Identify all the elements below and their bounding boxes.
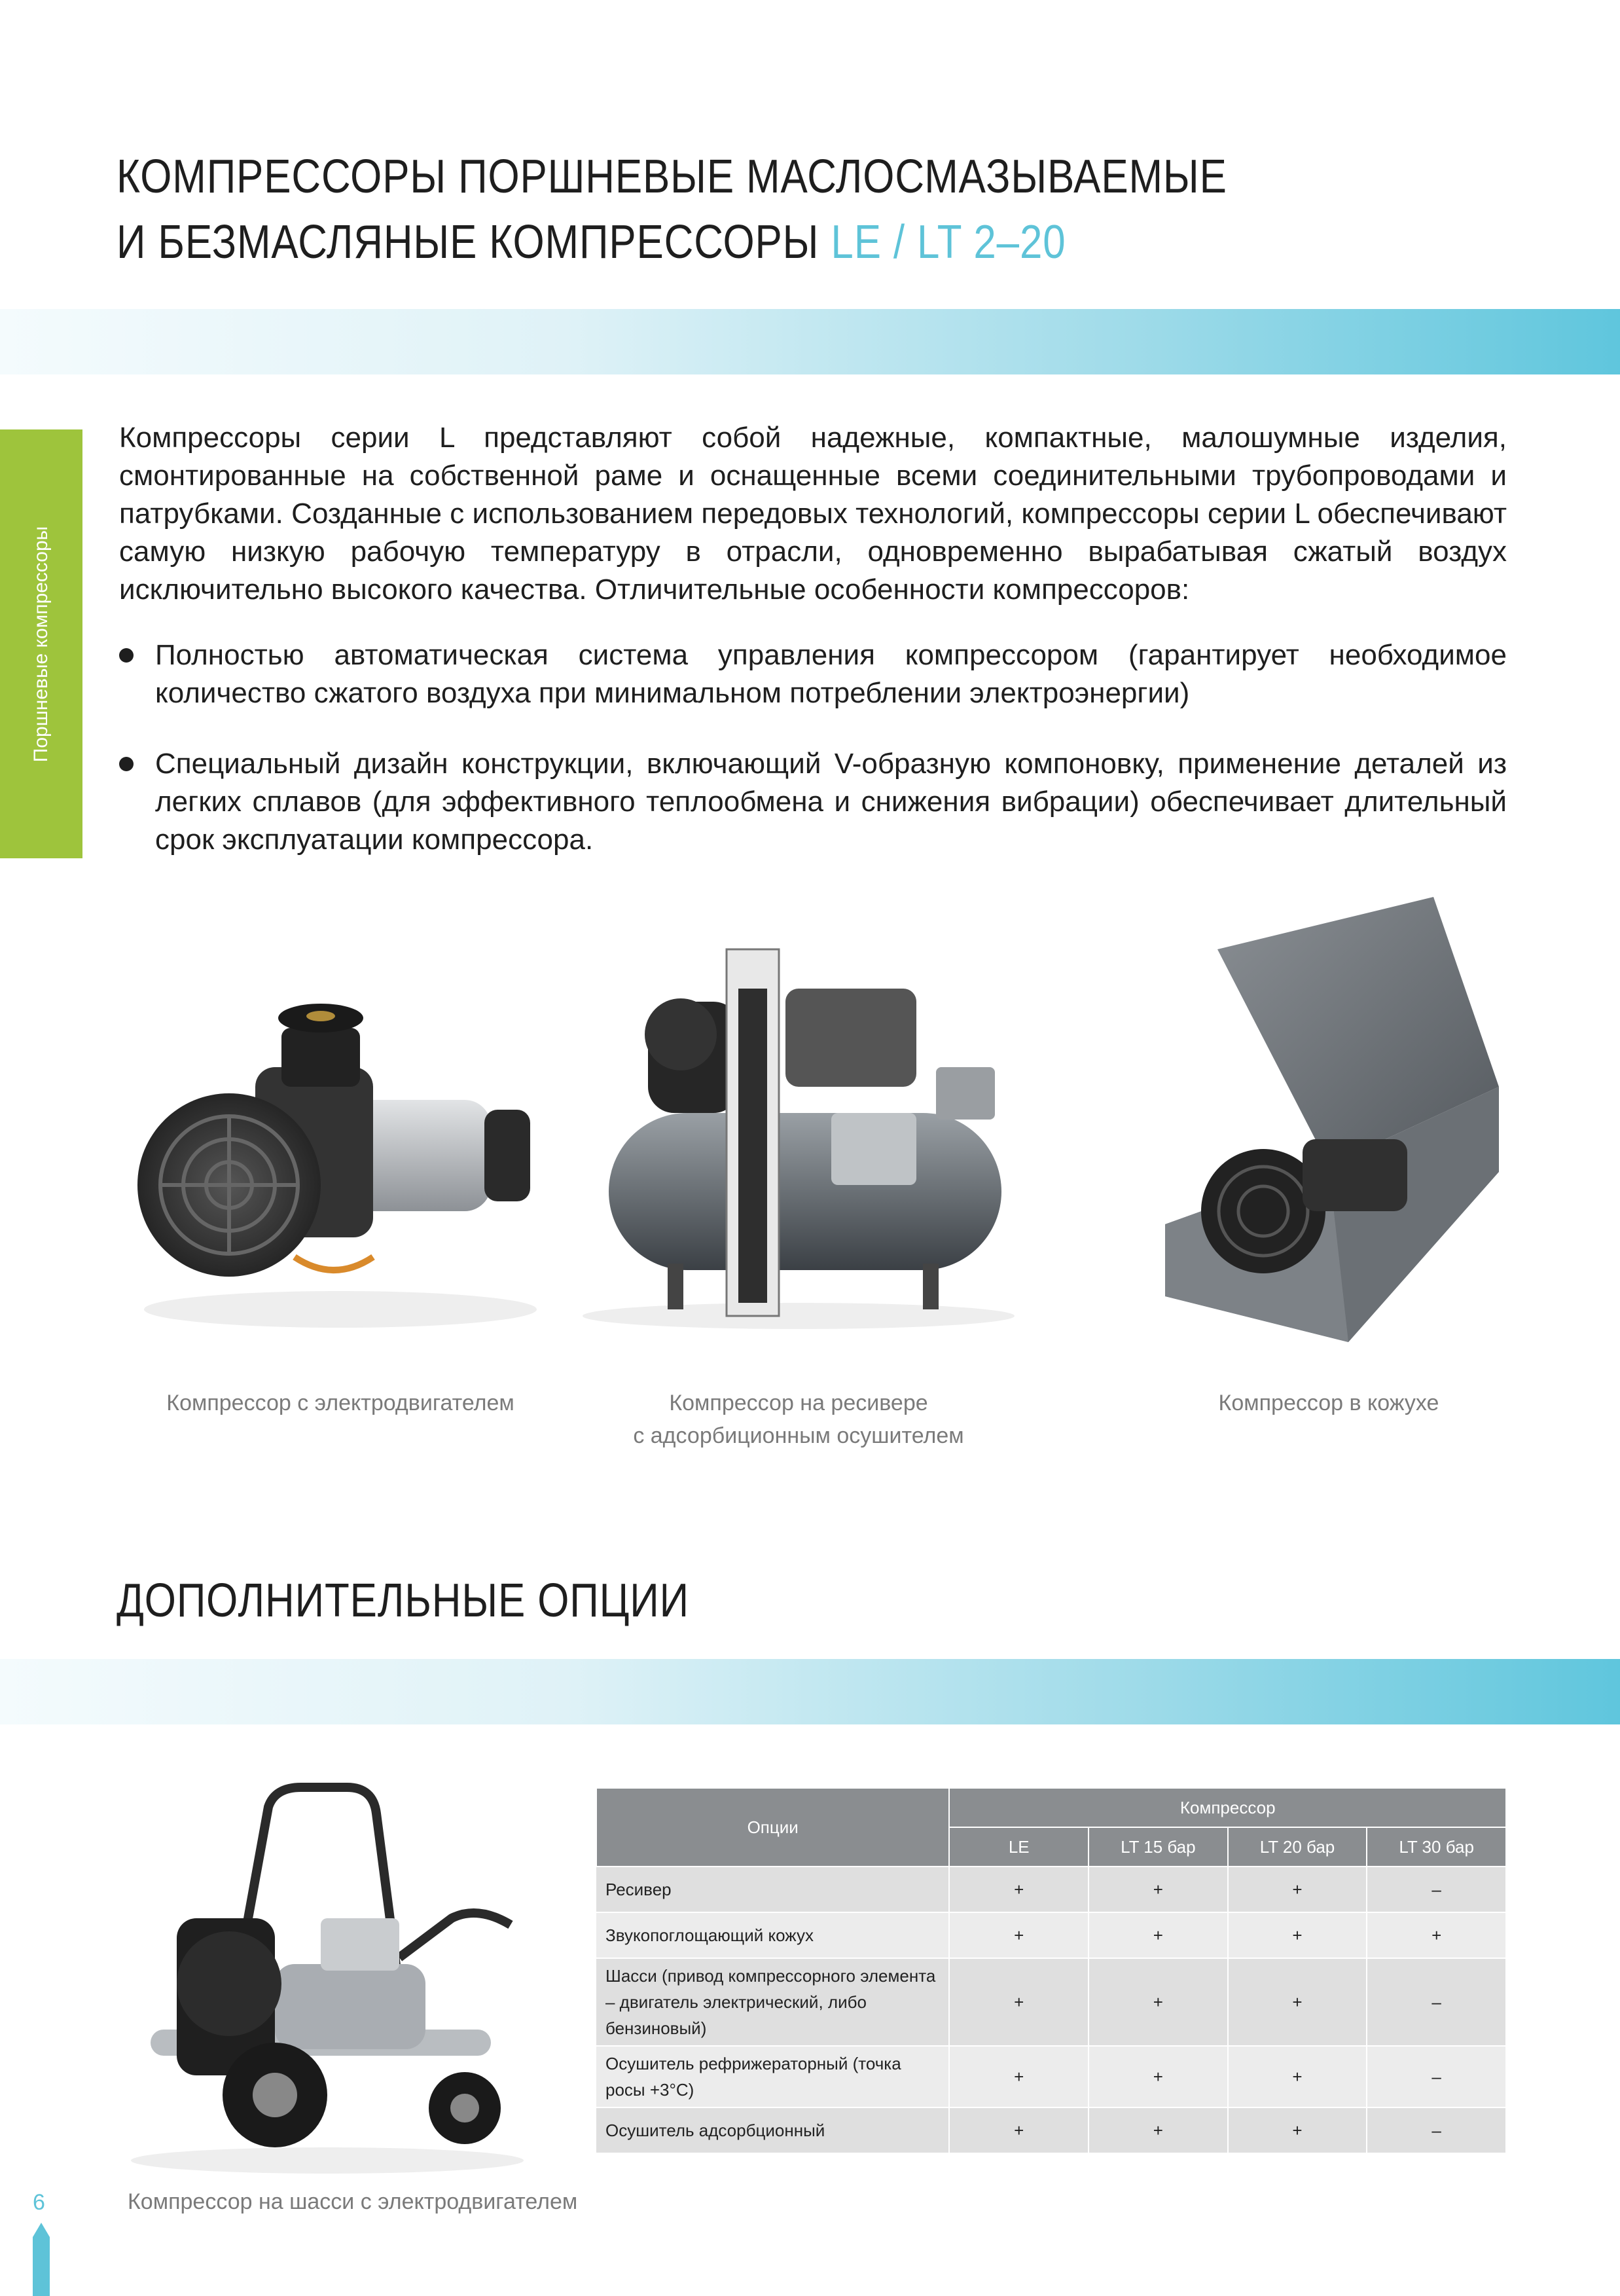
option-value: – [1367,2046,1506,2107]
table-header-model: LE [949,1827,1089,1867]
page-title-model-range: LE / LT 2–20 [831,216,1066,268]
page-marker [33,2223,50,2296]
option-value: + [1228,2046,1367,2107]
table-row [596,2046,1506,2107]
option-value: + [1089,1867,1228,1912]
option-value: + [949,1958,1089,2046]
option-value: + [1228,2107,1367,2153]
bullet-dot [119,757,134,771]
caption-compressor-in-enclosure: Компрессор в кожухе [1218,1391,1439,1415]
option-label: Осушитель адсорбционный [596,2107,949,2153]
bullet-text: Специальный дизайн конструкции, включающий V-образную компоновку, применение деталей из легких сплавов (для эффективного теплообмена и снижения вибрации) обеспечивает длительный срок эксплуатации компрессора. [155,748,1507,856]
option-label: Шасси (привод компрессорного элемента – двигатель электрический, либо бензиновый) [596,1958,949,2046]
table-row [596,2107,1506,2153]
caption-compressor-on-chassis: Компрессор на шасси с электродвигателем [128,2189,578,2214]
option-label: Ресивер [596,1867,949,1912]
option-value: – [1367,2107,1506,2153]
option-value: + [1367,1912,1506,1958]
caption-compressor-with-motor: Компрессор с электродвигателем [166,1391,514,1415]
compressor-on-receiver-photo [569,910,1028,1336]
option-value: + [1089,2107,1228,2153]
option-value: + [1228,1958,1367,2046]
section-side-tab [0,429,82,858]
feature-bullet-1 [119,636,1507,712]
compressor-on-chassis-photo [111,1768,556,2180]
table-header-model: LT 15 бар [1089,1827,1228,1867]
caption-compressor-on-receiver-line2: с адсорбиционным осушителем [633,1423,964,1448]
table-header-model: LT 30 бар [1367,1827,1506,1867]
option-value: + [1089,2046,1228,2107]
option-value: + [1228,1912,1367,1958]
option-value: – [1367,1867,1506,1912]
option-value: + [949,1912,1089,1958]
bullet-text: Полностью автоматическая система управления компрессором (гарантирует необходимое количество сжатого воздуха при минимальном потреблении электроэнергии) [155,639,1507,709]
table-header-model: LT 20 бар [1228,1827,1367,1867]
page-number: 6 [33,2190,45,2215]
option-value: + [1089,1958,1228,2046]
table-row [596,1958,1506,2046]
option-value: + [949,2046,1089,2107]
options-gradient-band [0,1659,1620,1724]
compressor-in-enclosure-photo [1145,890,1512,1349]
option-label: Осушитель рефрижераторный (точка росы +3°С) [596,2046,949,2107]
intro-paragraph: Компрессоры серии L представляют собой надежные, компактные, малошумные изделия, смонтированные на собственной раме и оснащенные всеми соединительными трубопроводами и патрубками. Созданные с использованием передовых технологий, компрессоры серии L обеспечивают самую низкую рабочую температуру в отрасли, одновременно вырабатывая сжатый воздух исключительно высокого качества. Отличительные особенности компрессоров: [119,422,1507,606]
options-section-title: ДОПОЛНИТЕЛЬНЫЕ ОПЦИИ [117,1575,690,1627]
options-table [596,1787,1507,2154]
page-title-main: И БЕЗМАСЛЯНЫЕ КОМПРЕССОРЫ [117,216,831,268]
option-value: + [1089,1912,1228,1958]
option-label: Звукопоглощающий кожух [596,1912,949,1958]
side-tab-label: Поршневые компрессоры [30,526,52,762]
page-title-line1: КОМПРЕССОРЫ ПОРШНЕВЫЕ МАСЛОСМАЗЫВАЕМЫЕ [117,151,1227,203]
option-value: – [1367,1958,1506,2046]
caption-compressor-on-receiver-line1: Компрессор на ресивере [669,1391,928,1415]
option-value: + [949,2107,1089,2153]
compressor-with-motor-photo [131,969,550,1336]
option-value: + [1228,1867,1367,1912]
table-row [596,1912,1506,1958]
option-value: + [949,1867,1089,1912]
bullet-dot [119,648,134,663]
feature-bullet-2 [119,745,1507,859]
table-row [596,1867,1506,1912]
table-header-options: Опции [596,1788,949,1867]
header-gradient-band [0,309,1620,374]
page-title-line2 [117,210,1066,275]
table-header-compressor: Компрессор [949,1788,1506,1827]
